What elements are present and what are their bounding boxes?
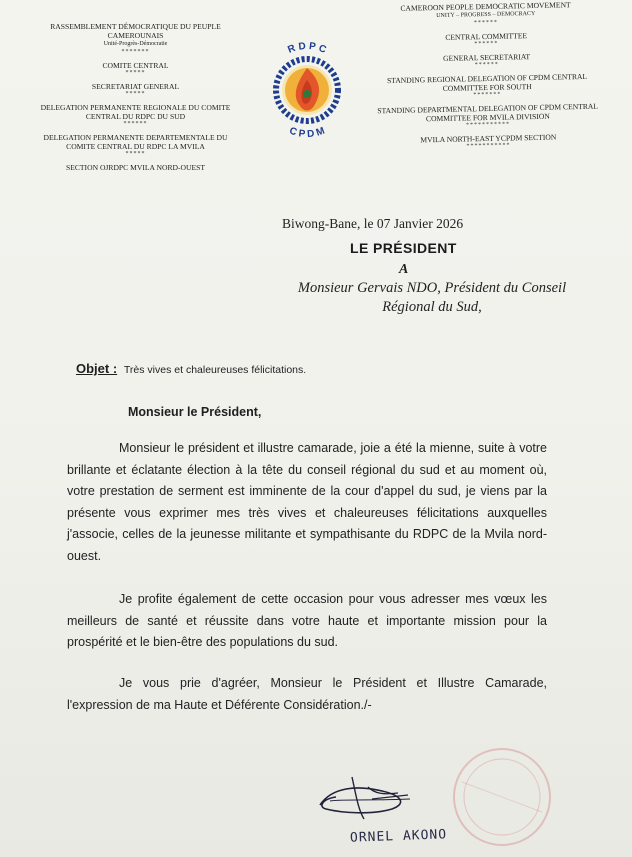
header-right-stars: *********** [466, 142, 511, 150]
header-left-party: RASSEMBLEMENT DÉMOCRATIQUE DU PEUPLE CAMEROUNAIS [50, 22, 221, 40]
rdpc-flame-emblem-icon [276, 59, 338, 121]
sender-title: LE PRÉSIDENT [350, 240, 457, 256]
object-line [76, 361, 306, 376]
recipient [262, 279, 602, 317]
object-text: Très vives et chaleureuses félicitations. [123, 364, 307, 376]
header-right [370, 0, 603, 152]
rdpc-logo [252, 38, 362, 138]
header-right-stars: ****** [474, 61, 499, 69]
salutation: Monsieur le Président, [128, 405, 262, 419]
header-right-section: MVILA NORTH-EAST YCPDM SECTION [420, 132, 557, 145]
header-left [28, 22, 243, 172]
header-left-motto: Unité-Progrès-Démocratie [103, 41, 168, 47]
closing-paragraph-text: Je vous prie d'agréer, Monsieur le Président et Illustre Camarade, l'expression de ma Haute et Déférente Considération./- [67, 676, 547, 712]
header-left-regional-delegation: DELEGATION PERMANENTE REGIONALE DU COMITE CENTRAL DU RDPC DU SUD [40, 103, 231, 121]
body-paragraph-text: Je profite également de cette occasion pour vous adresser mes vœux les meilleurs de santé et réussite dans votre haute et importante mission pour la prospérité et le bien-être des populations du sud. [67, 592, 547, 649]
header-right-stars: *********** [465, 121, 511, 129]
header-left-stars: ****** [123, 121, 148, 127]
header-left-departmental-delegation: DELEGATION PERMANENTE DEPARTEMENTALE DU COMITE CENTRAL DU RDPC LA MVILA [43, 133, 228, 151]
place-date: Biwong-Bane, le 07 Janvier 2026 [282, 216, 464, 231]
recipient-line: Monsieur Gervais NDO, Président du Conseil [297, 280, 567, 296]
handwritten-signature [312, 765, 422, 825]
header-left-stars: ***** [125, 70, 146, 76]
header-right-regional-delegation: STANDING REGIONAL DELEGATION OF CPDM CENTRAL COMMITTEE FOR SOUTH [386, 71, 588, 93]
recipient-line: Régional du Sud, [382, 299, 482, 315]
header-left-secretariat: SECRETARIAT GENERAL [91, 82, 180, 91]
header-right-stars: ****** [474, 40, 499, 48]
recipient-prefix: A [399, 262, 409, 277]
closing-paragraph [67, 673, 547, 716]
header-left-committee: COMITE CENTRAL [102, 61, 169, 70]
header-right-party: CAMEROON PEOPLE DEMOCRATIC MOVEMENT [400, 0, 571, 13]
logo-bottom-text: C P D M [287, 125, 327, 138]
object-label: Objet : [76, 361, 118, 376]
header-right-departmental-delegation: STANDING DEPARTMENTAL DELEGATION OF CPDM CENTRAL COMMITTEE FOR MVILA DIVISION [377, 101, 599, 124]
logo-top-text: R D P C [286, 40, 328, 56]
header-left-stars: ***** [125, 151, 146, 157]
header-right-committee: CENTRAL COMMITTEE [445, 31, 528, 42]
header-left-stars: ***** [125, 91, 146, 97]
signature-name: ORNEL AKONO [349, 827, 448, 846]
header-right-secretariat: GENERAL SECRETARIAT [442, 52, 531, 63]
header-right-motto: UNITY – PROGRESS – DEMOCRACY [436, 10, 536, 20]
body-paragraph [67, 589, 547, 654]
header-right-stars: ****** [473, 19, 498, 27]
stamp [432, 742, 562, 852]
header-left-stars: ******* [121, 49, 150, 55]
header-left-section: SECTION OJRDPC MVILA NORD-OUEST [65, 163, 206, 172]
body-paragraph-text: Monsieur le président et illustre camarade, joie a été la mienne, suite à votre brillante et éclatante élection à la tête du conseil régional du sud et au moment où, votre prestation de serment est imminente de la cour d'appel du sud, je viens par la présente vous exprimer mes très vives et chaleureuses félicitations auxquelles j'associe, celles de la jeunesse militante et sympathisante du RDPC de la Mvila nord-ouest. [67, 441, 547, 563]
body-paragraph [67, 438, 547, 567]
header-right-stars: ******* [473, 91, 502, 99]
